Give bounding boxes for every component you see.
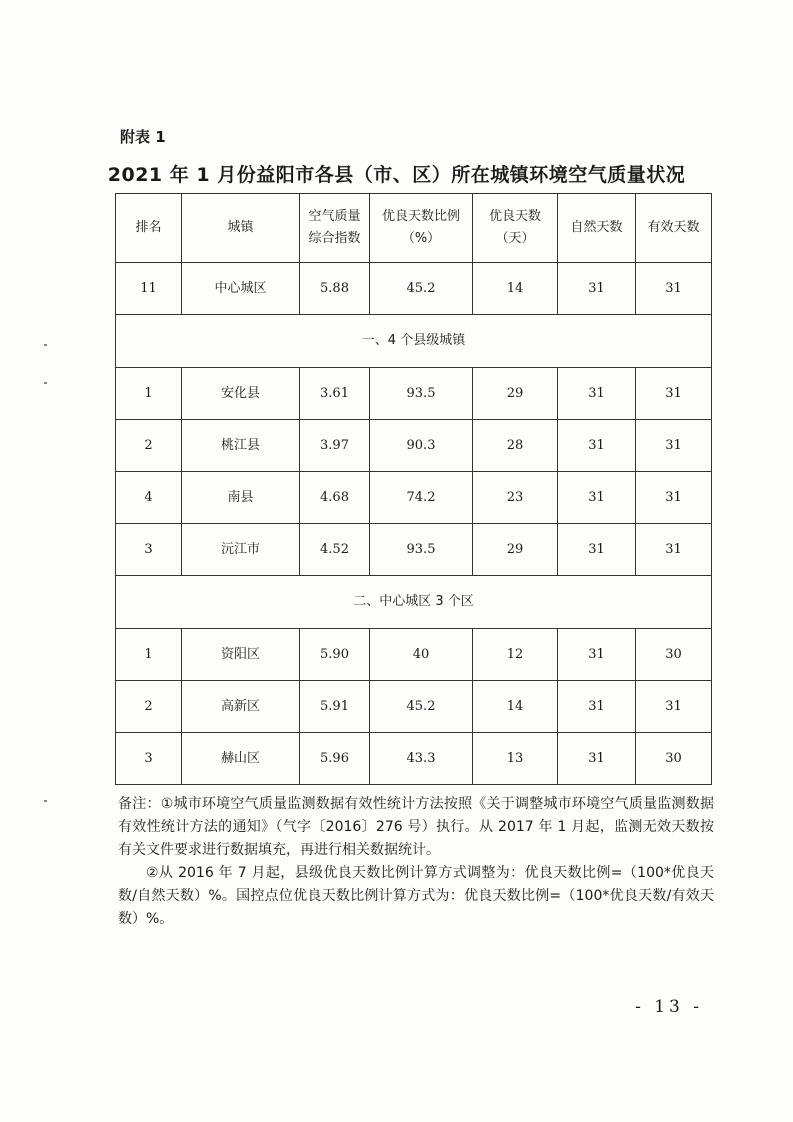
cell-valid-days: 30 (636, 733, 712, 785)
cell-good-days: 14 (473, 681, 558, 733)
header-ratio-line2: （%） (401, 231, 441, 246)
section-label: 二、中心城区 3 个区 (116, 576, 712, 629)
cell-aqi: 4.68 (300, 472, 370, 524)
cell-natural-days: 31 (558, 733, 636, 785)
cell-natural-days: 31 (558, 368, 636, 420)
notes (118, 793, 714, 931)
cell-ratio: 45.2 (370, 681, 473, 733)
cell-ratio: 93.5 (370, 368, 473, 420)
cell-town: 中心城区 (182, 263, 300, 315)
cell-town: 南县 (182, 472, 300, 524)
table-row (116, 681, 712, 733)
cell-natural-days: 31 (558, 629, 636, 681)
cell-valid-days: 31 (636, 263, 712, 315)
cell-ratio: 40 (370, 629, 473, 681)
appendix-label: 附表 1 (120, 128, 166, 146)
cell-natural-days: 31 (558, 420, 636, 472)
cell-natural-days: 31 (558, 681, 636, 733)
cell-rank: 11 (116, 263, 182, 315)
cell-rank: 1 (116, 368, 182, 420)
cell-valid-days: 31 (636, 524, 712, 576)
cell-aqi: 5.91 (300, 681, 370, 733)
cell-aqi: 5.90 (300, 629, 370, 681)
cell-rank: 3 (116, 733, 182, 785)
table-row (116, 368, 712, 420)
header-town: 城镇 (182, 194, 300, 263)
cell-rank: 2 (116, 681, 182, 733)
cell-town: 资阳区 (182, 629, 300, 681)
cell-town: 安化县 (182, 368, 300, 420)
cell-good-days: 12 (473, 629, 558, 681)
cell-valid-days: 31 (636, 472, 712, 524)
cell-good-days: 29 (473, 524, 558, 576)
table-row (116, 263, 712, 315)
cell-rank: 3 (116, 524, 182, 576)
cell-ratio: 90.3 (370, 420, 473, 472)
table-row (116, 733, 712, 785)
margin-mark (44, 344, 47, 346)
cell-ratio: 74.2 (370, 472, 473, 524)
table-title: 2021 年 1 月份益阳市各县（市、区）所在城镇环境空气质量状况 (107, 164, 686, 186)
cell-aqi: 3.61 (300, 368, 370, 420)
margin-mark (44, 800, 47, 802)
cell-aqi: 3.97 (300, 420, 370, 472)
page-number: - 13 - (635, 997, 703, 1017)
cell-aqi: 4.52 (300, 524, 370, 576)
cell-valid-days: 30 (636, 629, 712, 681)
cell-town: 沅江市 (182, 524, 300, 576)
header-ratio-line1: 优良天数比例 (381, 209, 460, 224)
cell-natural-days: 31 (558, 524, 636, 576)
header-aqi (300, 194, 370, 263)
cell-town: 赫山区 (182, 733, 300, 785)
table-row (116, 420, 712, 472)
section-row-counties (116, 315, 712, 368)
cell-good-days: 28 (473, 420, 558, 472)
cell-valid-days: 31 (636, 681, 712, 733)
cell-rank: 1 (116, 629, 182, 681)
cell-valid-days: 31 (636, 368, 712, 420)
cell-valid-days: 31 (636, 420, 712, 472)
cell-good-days: 29 (473, 368, 558, 420)
section-row-districts (116, 576, 712, 629)
table-row (116, 629, 712, 681)
header-natural-days: 自然天数 (558, 194, 636, 263)
section-label: 一、4 个县级城镇 (116, 315, 712, 368)
margin-mark (44, 382, 47, 384)
cell-town: 高新区 (182, 681, 300, 733)
header-ratio (370, 194, 473, 263)
note-1: 备注：①城市环境空气质量监测数据有效性统计方法按照《关于调整城市环境空气质量监测数据有效性统计方法的通知》（气字〔2016〕276 号）执行。从 2017 年 1 月起，监测无效天数按有关文件要求进行数据填充，再进行相关数据统计。 (118, 796, 714, 858)
cell-ratio: 93.5 (370, 524, 473, 576)
table-header-row (116, 194, 712, 263)
cell-good-days: 13 (473, 733, 558, 785)
note-2: ②从 2016 年 7 月起，县级优良天数比例计算方式调整为：优良天数比例=（100*优良天数/自然天数）%。国控点位优良天数比例计算方式为：优良天数比例=（100*优良天数/有效天数）%。 (118, 865, 714, 927)
header-aqi-line1: 空气质量 (308, 209, 361, 224)
cell-rank: 2 (116, 420, 182, 472)
cell-town: 桃江县 (182, 420, 300, 472)
header-good-line1: 优良天数 (488, 209, 541, 224)
header-valid-days: 有效天数 (636, 194, 712, 263)
cell-natural-days: 31 (558, 263, 636, 315)
cell-rank: 4 (116, 472, 182, 524)
table-row (116, 472, 712, 524)
cell-natural-days: 31 (558, 472, 636, 524)
header-rank: 排名 (116, 194, 182, 263)
header-good-days (473, 194, 558, 263)
header-good-line2: （天） (495, 231, 535, 246)
header-aqi-line2: 综合指数 (308, 231, 361, 246)
air-quality-table (115, 193, 712, 785)
cell-ratio: 45.2 (370, 263, 473, 315)
cell-ratio: 43.3 (370, 733, 473, 785)
table-row (116, 524, 712, 576)
cell-aqi: 5.88 (300, 263, 370, 315)
cell-aqi: 5.96 (300, 733, 370, 785)
cell-good-days: 23 (473, 472, 558, 524)
cell-good-days: 14 (473, 263, 558, 315)
